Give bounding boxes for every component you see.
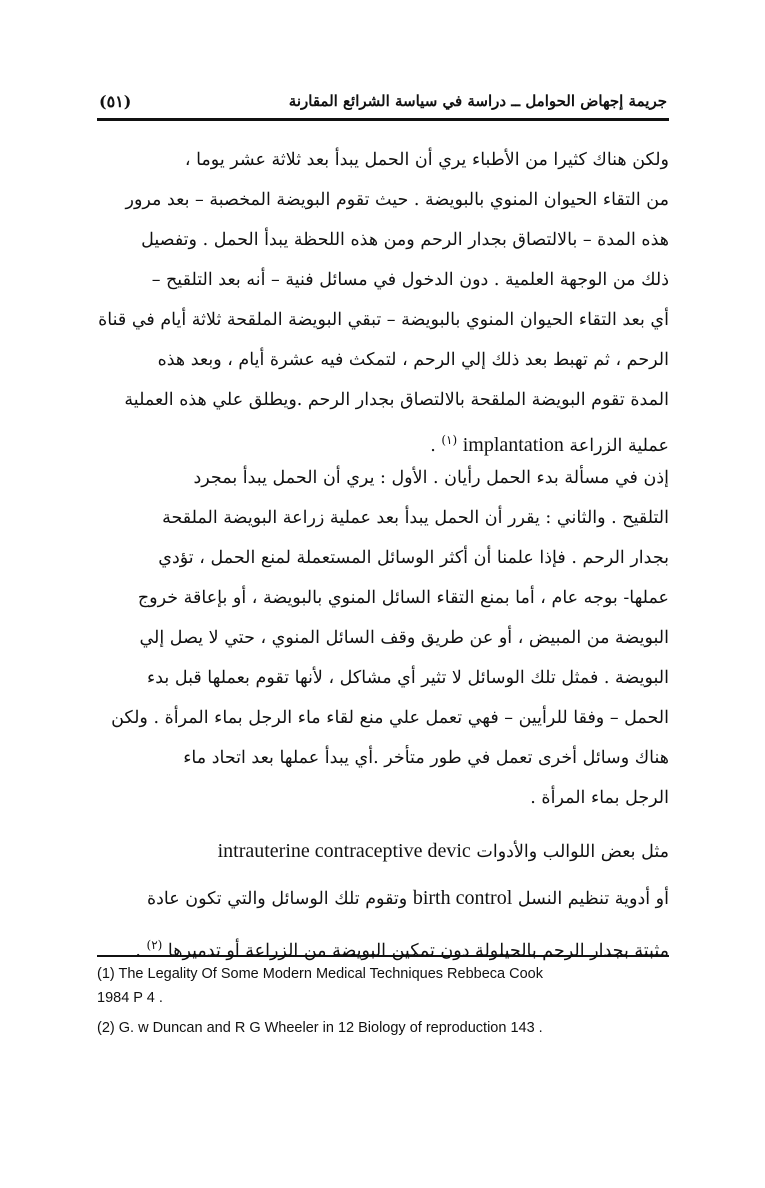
text-line: هناك وسائل أخرى تعمل في طور متأخر .أي يبدأ عملها بعد اتحاد ماء — [183, 748, 669, 768]
text-line: المدة تقوم البويضة الملقحة بالالتصاق بجدار الرحم .ويطلق علي هذه العملية — [124, 390, 669, 410]
footnote-ref: (١) — [441, 433, 458, 447]
text-line: التلقيح . والثاني : يقرر أن الحمل يبدأ بعد عملية زراعة البويضة الملقحة — [162, 508, 669, 528]
footnote-2: (2) G. w Duncan and R G Wheeler in 12 Biology of reproduction 143 . — [97, 1020, 543, 1036]
paragraph-1 — [97, 140, 669, 466]
arabic-text: وتقوم تلك الوسائل والتي تكون عادة — [146, 889, 408, 909]
sentence-end: . — [135, 940, 141, 961]
text-line: البويضة . فمثل تلك الوسائل لا تثير أي مشاكل ، لأنها تقوم بعملها قبل بدء — [146, 668, 669, 688]
text-line: أي بعد التقاء الحيوان المنوي بالبويضة – تبقي البويضة الملقحة ثلاثة أيام في قناة — [98, 310, 669, 330]
running-title: جريمة إجهاض الحوامل ــ دراسة في سياسة الشرائع المقارنة — [288, 92, 667, 110]
text-line: عملها- بوجه عام ، أما بمنع التقاء السائل المنوي بالبويضة ، أو بإعاقة خروج — [137, 588, 669, 608]
text-line: إذن في مسألة بدء الحمل رأيان . الأول : يري أن الحمل يبدأ بمجرد — [193, 468, 669, 488]
text-line — [97, 875, 669, 922]
page-number: (٥١) — [99, 91, 132, 111]
text-line: بجدار الرحم . فإذا علمنا أن أكثر الوسائل المستعملة لمنع الحمل ، تؤدي — [158, 548, 669, 568]
arabic-text: مثبتة بجدار الرحم بالحيلولة دون تمكين البويضة من الزراعة أو تدميرها — [167, 940, 669, 961]
arabic-term: عملية الزراعة — [569, 435, 669, 456]
arabic-text: مثل بعض اللوالب والأدوات — [476, 842, 669, 862]
paragraph-2 — [97, 458, 669, 818]
footnote-1-line-1: (1) The Legality Of Some Modern Medical Techniques Rebbeca Cook — [97, 966, 543, 982]
text-line: الحمل – وفقا للرأيين – فهي تعمل علي منع لقاء ماء الرجل بماء المرأة . ولكن — [111, 708, 669, 728]
footnote-rule — [97, 955, 669, 957]
sentence-end: . — [430, 435, 436, 456]
text-line — [97, 828, 669, 875]
arabic-text: أو أدوية تنظيم النسل — [517, 889, 669, 909]
running-header — [99, 88, 667, 114]
latin-term: implantation — [462, 433, 564, 456]
latin-term: birth control — [412, 887, 513, 909]
latin-term: intrauterine contraceptive devic — [217, 840, 471, 862]
text-line: ذلك من الوجهة العلمية . دون الدخول في مسائل فنية – أنه بعد التلقيح – — [151, 270, 669, 290]
text-line: البويضة من المبيض ، أو عن طريق وقف السائل المنوي ، حتي لا يصل إلي — [139, 628, 669, 648]
paragraph-3 — [97, 828, 669, 974]
footnote-1-line-2: 1984 P 4 . — [97, 990, 163, 1006]
text-line: ولكن هناك كثيرا من الأطباء يري أن الحمل يبدأ بعد ثلاثة عشر يوما ، — [184, 150, 669, 170]
text-line: الرحم ، ثم تهبط بعد ذلك إلي الرحم ، لتمكث فيه عشرة أيام ، وبعد هذه — [157, 350, 669, 370]
header-rule — [97, 118, 669, 121]
footnote-ref: (٢) — [146, 938, 163, 952]
text-line: من التقاء الحيوان المنوي بالبويضة . حيث تقوم البويضة المخصبة – بعد مرور — [125, 190, 669, 210]
footnote-1 — [97, 962, 677, 1010]
footnotes — [97, 962, 677, 1040]
text-line: هذه المدة – بالالتصاق بجدار الرحم ومن هذه اللحظة يبدأ الحمل . وتفصيل — [141, 230, 669, 250]
text-line: الرجل بماء المرأة . — [530, 788, 669, 808]
